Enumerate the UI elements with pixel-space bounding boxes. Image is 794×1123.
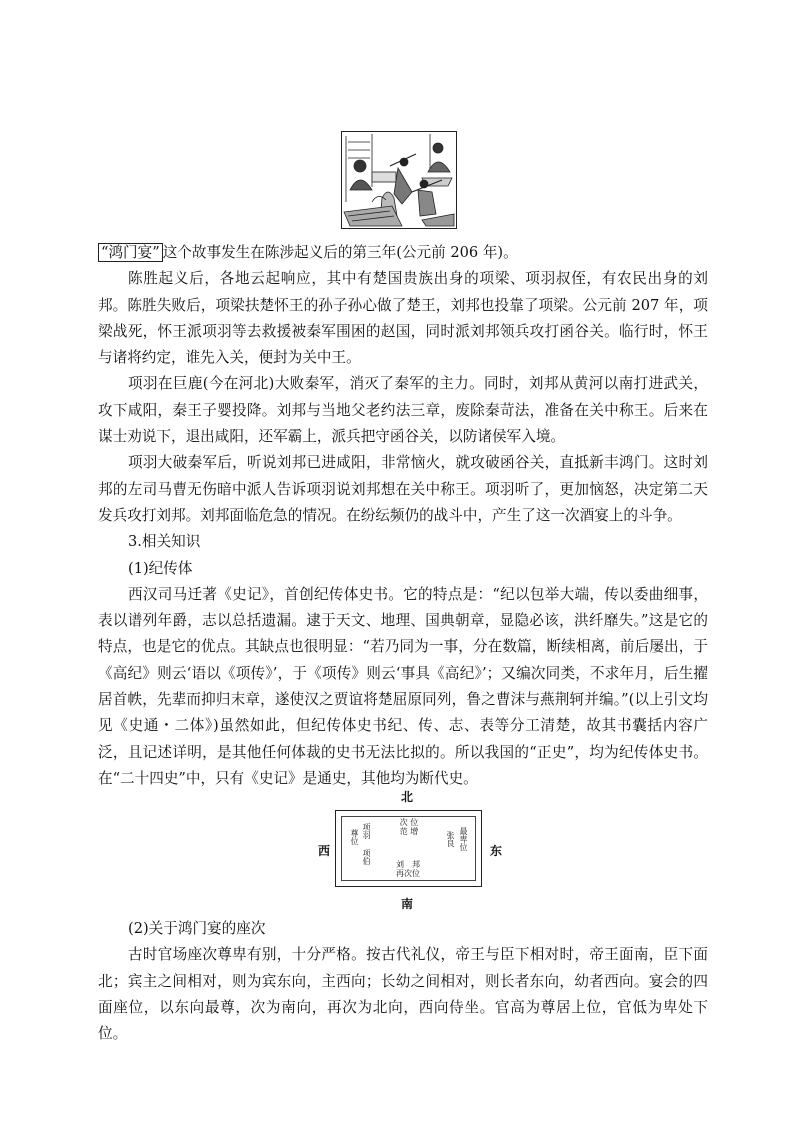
label-west: 西 xyxy=(318,844,331,858)
paragraph-chen-sheng: 陈胜起义后，各地云起响应，其中有楚国贵族出身的项梁、项羽叔侄，有农民出身的刘邦。陈胜失败后，项梁扶楚怀王的孙子孙心做了楚王，刘邦也投靠了项梁。公元前 207 年，项梁战死，怀王派项羽等去救援被秦军围困的赵国，同时派刘邦领兵攻打函谷关。临行时，怀王与诸将约定，谁先入关，便封为关中王。 xyxy=(98,270,708,367)
paragraph-shiji: 西汉司马迁著《史记》，首创纪传体史书。它的特点是：“纪以包举大端，传以委曲细事，表以谱列年爵，志以总括遗漏。逮于天文、地理、国典朝章，显隐必该，洪纤靡失。”这是它的特点，也是它的优点。其缺点也很明显：“若乃同为一事，分在数篇，断续相离，前后屡出，于《高纪》则云‘语以《项传》’，于《项传》则云‘事具《高纪》’；又编次同类，不求年月，后生擢居首帙，先辈而抑归末章，遂使汉之贾谊将楚屈原同列，鲁之曹沫与燕荆轲并编。”(以上引文均见《史通・二体》)虽然如此，但纪传体史书纪、传、志、表等分工清楚，故其书囊括内容广泛，且记述详明，是其他任何体裁的史书无法比拟的。所以我国的“正史”，均为纪传体史书。在“二十四史”中，只有《史记》是通史，其他均为断代史。 xyxy=(98,585,708,787)
paragraph-seating-rules: 古时官场座次尊卑有别，十分严格。按古代礼仪，帝王与臣下相对时，帝王面南，臣下面北；宾主之间相对，则为宾东向，主西向；长幼之间相对，则长者东向，幼者西向。宴会的四面座位，以东向最尊，次为南向，再次为北向，西向侍坐。官高为尊居上位，官低为卑处下位。 xyxy=(98,946,708,1043)
room-inner-outline xyxy=(341,816,476,881)
label-south: 南 xyxy=(401,897,414,911)
paragraph-julu: 项羽在巨鹿(今在河北)大败秦军，消灭了秦军的主力。同时，刘邦从黄河以南打进武关，攻下咸阳，秦王子婴投降。刘邦与当地父老约法三章，废除秦苛法，准备在关中称王。后来在谋士劝说下，退出咸阳，还军霸上，派兵把守函谷关，以防诸侯军入境。 xyxy=(98,375,708,446)
boxed-title-hongmen: “鸿门宴” xyxy=(98,243,163,262)
seat-north-name: 范 增 xyxy=(399,827,419,836)
seat-west-rank: 尊位 xyxy=(350,829,359,845)
paragraph-background-intro xyxy=(98,240,708,266)
subheading-biographical-style: (1)纪传体 xyxy=(128,559,193,577)
seating-text-block xyxy=(98,916,708,1047)
seat-east-rank: 最卑位 xyxy=(459,827,468,851)
label-north: 北 xyxy=(401,790,414,804)
paragraph-text: 这个故事发生在陈涉起义后的第三年(公元前 206 年)。 xyxy=(162,244,518,261)
seat-south-name: 刘 邦 xyxy=(396,860,420,869)
illustration-drawing xyxy=(342,132,456,228)
room-outline xyxy=(335,810,482,887)
seating-diagram xyxy=(300,788,503,913)
seat-north-rank: 次 位 xyxy=(399,818,419,827)
seat-east-zhang-liang: 张良 xyxy=(446,831,455,847)
seat-west-xiang-bo: 项伯 xyxy=(362,849,371,865)
paragraph-xiang-yu: 项羽大破秦军后，听说刘邦已进咸阳，非常恼火，就攻破函谷关，直抵新丰鸿门。这时刘邦的左司马曹无伤暗中派人告诉项羽说刘邦想在关中称王。项羽听了，更加恼怒，决定第二天发兵攻打刘邦。刘邦面临危急的情况。在纷纭频仍的战斗中，产生了这一次酒宴上的斗争。 xyxy=(98,454,708,524)
section-heading-knowledge: 3.相关知识 xyxy=(128,533,201,551)
banquet-scene-illustration xyxy=(341,131,457,229)
intro-text-block xyxy=(98,240,708,792)
subheading-seating-order: (2)关于鸿门宴的座次 xyxy=(128,920,266,937)
seat-south-rank: 再次位 xyxy=(396,869,420,878)
label-east: 东 xyxy=(490,844,503,858)
seat-west-xiang-yu: 项羽 xyxy=(362,823,371,839)
